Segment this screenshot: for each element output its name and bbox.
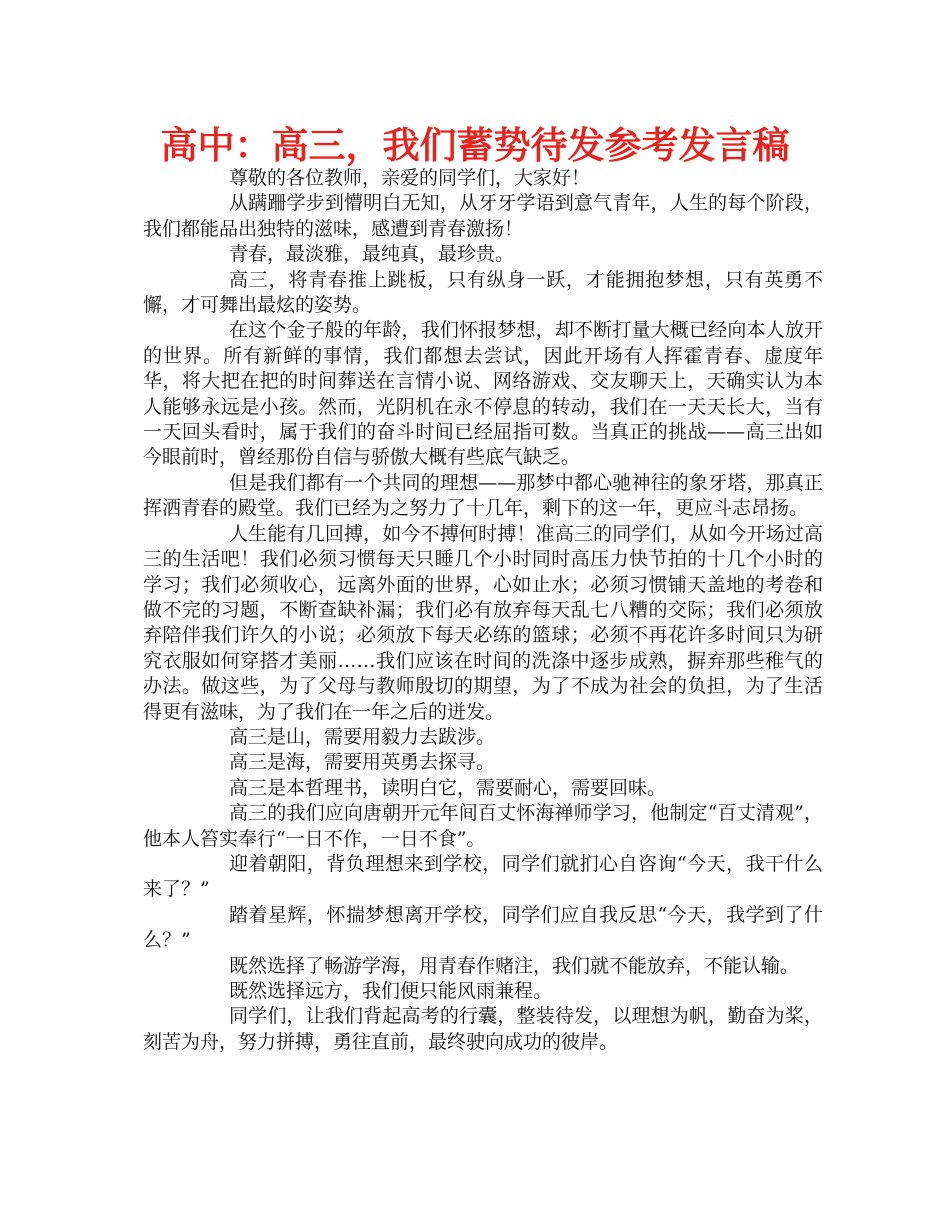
paragraph: 从蹒跚学步到懵明白无知，从牙牙学语到意气青年，人生的每个阶段，我们都能品出独特的滋味，感遭到青春激扬！ <box>143 192 823 240</box>
paragraph: 高三，将青春推上跳板，只有纵身一跃，才能拥抱梦想，只有英勇不懈，才可舞出最炫的姿势。 <box>143 268 823 317</box>
paragraph: 高三是本哲理书，读明白它，需要耐心，需要回味。 <box>229 776 667 799</box>
paragraph: 高三是山，需要用毅力去跋涉。 <box>229 725 496 748</box>
paragraph: 青春，最淡雅，最纯真，最珍贵。 <box>229 243 515 266</box>
paragraph: 但是我们都有一个共同的理想——那梦中都心驰神往的象牙塔，那真正挥洒青春的殿堂。我们已经为之努力了十几年，剩下的这一年，更应斗志昂扬。 <box>143 471 823 520</box>
paragraph: 人生能有几回搏，如今不搏何时搏！准高三的同学们，从如今开场过高三的生活吧！我们必须习惯每天只睡几个小时同时高压力快节拍的十几个小时的学习；我们必须收心，远离外面的世界，心如止水；必须习惯铺天盖地的考卷和做不完的习题，不断查缺补漏；我们必有放弃每天乱七八糟的交际；我们必须放弃陪伴我们许久的小说；必须放下每天必练的篮球；必须不再花许多时间只为研究衣服如何穿搭才美丽……我们应该在时间的洗涤中逐步成熟，摒弃那些稚气的办法。做这些，为了父母与教师殷切的期望，为了不成为社会的负担，为了生活得更有滋味，为了我们在一年之后的迸发。 <box>143 522 823 723</box>
paragraph: 既然选择了畅游学海，用青春作赌注，我们就不能放弃，不能认输。 <box>229 954 800 977</box>
paragraph-greeting: 尊敬的各位教师，亲爱的同学们，大家好！ <box>229 167 591 189</box>
paragraph: 既然选择远方，我们便只能风雨兼程。 <box>229 980 553 1002</box>
paragraph: 迎着朝阳，背负理想来到学校，同学们就扪心自咨询“今天，我干什么来了？” <box>143 852 823 901</box>
paragraph: 高三的我们应向唐朝开元年间百丈怀海禅师学习，他制定“百丈清观”，他本人笞实奉行“一日不作，一日不食”。 <box>143 802 823 850</box>
document-body <box>143 166 823 1055</box>
paragraph-closing: 同学们，让我们背起高考的行囊，整装待发，以理想为帆，勤奋为桨，刻苦为舟，努力拼搏，勇往直前，最终驶向成功的彼岸。 <box>143 1005 823 1053</box>
paragraph: 在这个金子般的年龄，我们怀报梦想，却不断打量大概已经向本人放开的世界。所有新鲜的事情，我们都想去尝试，因此开场有人挥霍青春、虚度年华，将大把在把的时间葬送在言情小说、网络游戏、交友聊天上，天确实认为本人能够永远是小孩。然而，光阴机在永不停息的转动，我们在一天天长大，当有一天回头看时，属于我们的奋斗时间已经屈指可数。当真正的挑战——高三出如今眼前时，曾经那份自信与骄傲大概有些底气缺乏。 <box>143 319 823 469</box>
paragraph: 踏着星辉，怀揣梦想离开学校，同学们应自我反思“今天，我学到了什么？” <box>143 903 823 952</box>
document-title: 高中：高三，我们蓄势待发参考发言稿 <box>160 124 790 167</box>
paragraph: 高三是海，需要用英勇去探寻。 <box>229 751 496 774</box>
